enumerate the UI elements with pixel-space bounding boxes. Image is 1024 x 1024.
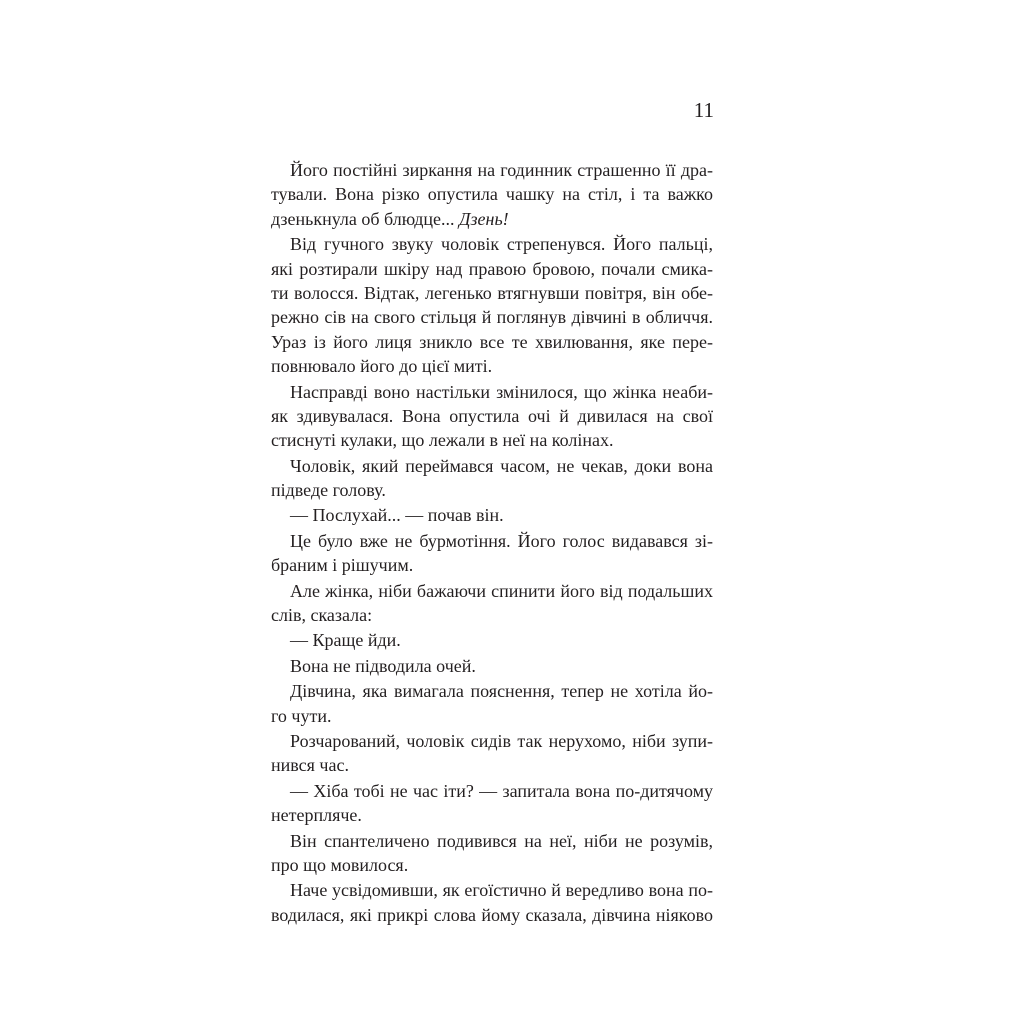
text-line-content: Це було вже не бурмотіння. Його голос видавався зі- bbox=[290, 530, 713, 551]
text-line bbox=[271, 428, 713, 452]
text-line bbox=[271, 779, 713, 803]
text-line bbox=[271, 207, 713, 231]
text-line-content: як здивувалася. Вона опустила очі й дивилася на свої bbox=[271, 405, 713, 426]
text-line-content: повнювало його до цієї миті. bbox=[271, 356, 493, 377]
text-line-content: — Краще йди. bbox=[290, 630, 401, 651]
text-line bbox=[271, 553, 713, 577]
text-line bbox=[271, 579, 713, 603]
text-line-content: тували. Вона різко опустила чашку на стіл, і та важко bbox=[271, 184, 713, 205]
text-line bbox=[271, 182, 713, 206]
text-line-content: Ураз із його лиця зникло все те хвилювання, яке пере- bbox=[271, 331, 713, 352]
text-line-content: стиснуті кулаки, що лежали в неї на колінах. bbox=[271, 430, 614, 451]
text-line bbox=[271, 903, 713, 927]
text-line-content: ти волосся. Відтак, легенько втягнувши повітря, він обе- bbox=[271, 282, 713, 303]
text-line-content: Дівчина, яка вимагала пояснення, тепер не хотіла йо- bbox=[290, 681, 713, 702]
text-line bbox=[271, 803, 713, 827]
text-line bbox=[271, 232, 713, 256]
text-line bbox=[271, 753, 713, 777]
text-line bbox=[271, 257, 713, 281]
text-line-content: браним і рішучим. bbox=[271, 555, 414, 576]
text-line bbox=[271, 529, 713, 553]
text-line bbox=[271, 354, 713, 378]
text-line-content: слів, сказала: bbox=[271, 605, 373, 626]
text-line bbox=[271, 729, 713, 753]
text-line-content: Його постійні зиркання на годинник страшенно її дра- bbox=[290, 160, 713, 180]
text-line-content: нетерпляче. bbox=[271, 805, 362, 826]
text-line bbox=[271, 380, 713, 404]
text-line bbox=[271, 878, 713, 902]
text-line-content: про що мовилося. bbox=[271, 854, 409, 875]
text-line-content: підведе голову. bbox=[271, 480, 386, 501]
text-line bbox=[271, 503, 713, 527]
text-line bbox=[271, 478, 713, 502]
text-line bbox=[271, 281, 713, 305]
text-line bbox=[271, 628, 713, 652]
text-line bbox=[271, 704, 713, 728]
text-line-content: Чоловік, який переймався часом, не чекав, доки вона bbox=[290, 455, 713, 476]
text-line-content: Він спантеличено подивився на неї, ніби не розумів, bbox=[290, 830, 713, 851]
text-line bbox=[271, 404, 713, 428]
italic-text: Дзень! bbox=[459, 208, 509, 229]
text-line bbox=[271, 654, 713, 678]
text-line-content: — Хіба тобі не час іти? — запитала вона по-дитячому bbox=[290, 780, 713, 801]
text-line bbox=[271, 330, 713, 354]
text-line bbox=[271, 829, 713, 853]
page-number: 11 bbox=[693, 98, 714, 122]
text-line bbox=[271, 679, 713, 703]
text-line-content: — Послухай... — почав він. bbox=[290, 505, 504, 526]
text-line bbox=[271, 158, 713, 182]
text-line bbox=[271, 853, 713, 877]
text-line-content: нився час. bbox=[271, 755, 349, 776]
text-line-content: які розтирали шкіру над правою бровою, почали смика- bbox=[271, 258, 713, 279]
text-line-content: го чути. bbox=[271, 705, 332, 726]
body-text bbox=[271, 158, 713, 927]
text-line-content: режно сів на свого стільця й поглянув дівчині в обличчя. bbox=[271, 307, 713, 328]
text-line bbox=[271, 454, 713, 478]
text-line-content: Наче усвідомивши, як егоїстично й вередливо вона по- bbox=[290, 880, 713, 901]
text-line bbox=[271, 603, 713, 627]
text-line-content: дзенькнула об блюдце... bbox=[271, 208, 455, 229]
text-line-content: Розчарований, чоловік сидів так нерухомо, ніби зупи- bbox=[290, 730, 713, 751]
text-line bbox=[271, 305, 713, 329]
text-line-content: Насправді воно настільки змінилося, що жінка неаби- bbox=[290, 381, 713, 402]
text-line-content: водилася, які прикрі слова йому сказала, дівчина ніяково bbox=[271, 904, 713, 925]
text-line-content: Від гучного звуку чоловік стрепенувся. Його пальці, bbox=[290, 234, 713, 255]
text-line-content: Але жінка, ніби бажаючи спинити його від подальших bbox=[290, 580, 713, 601]
text-line-content: Вона не підводила очей. bbox=[290, 655, 476, 676]
